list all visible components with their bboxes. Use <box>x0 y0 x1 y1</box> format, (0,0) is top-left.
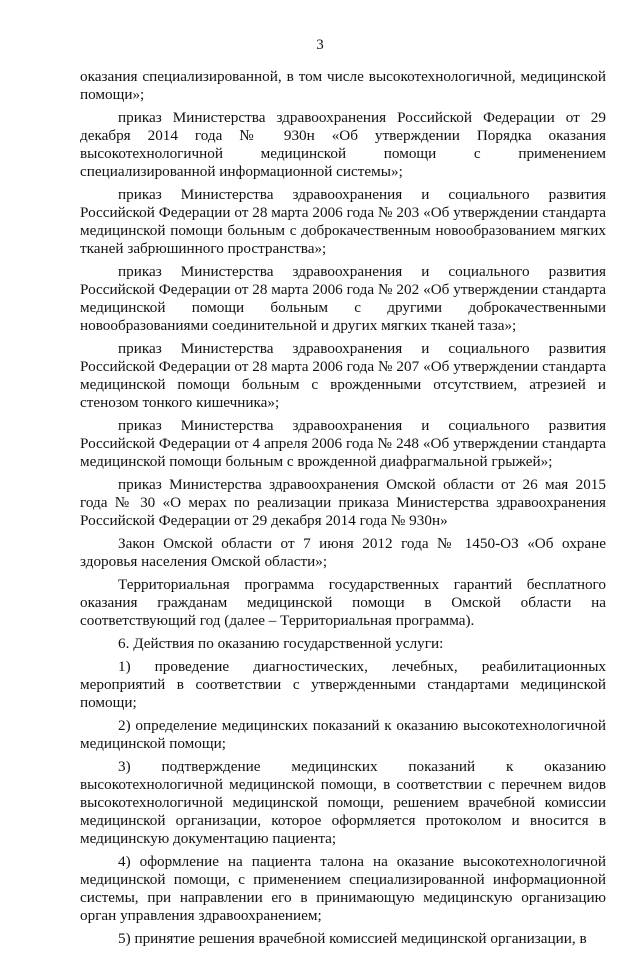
paragraph-item-2: 2) определение медицинских показаний к оказанию высокотехнологичной медицинской помощи; <box>80 717 606 752</box>
page-number: 3 <box>316 37 324 53</box>
paragraph-item-3: 3) подтверждение медицинских показаний к оказанию высокотехнологичной медицинской помощи, в соответствии с перечнем видов высокотехнологичной медицинской помощи, решением врачебной комиссии медицинской организации, которое оформляется протоколом и вносится в медицинскую документацию пациента; <box>80 758 606 847</box>
document-body <box>80 68 606 953</box>
paragraph-order-202: приказ Министерства здравоохранения и социального развития Российской Федерации от 28 марта 2006 года № 202 «Об утверждении стандарта медицинской помощи больным с другими доброкачественными новообразованиями соединительной и других мягких тканей таза»; <box>80 263 606 334</box>
paragraph-omsk-order-30: приказ Министерства здравоохранения Омской области от 26 мая 2015 года № 30 «О мерах по реализации приказа Министерства здравоохранения Российской Федерации от 29 декабря 2014 года № 930н» <box>80 476 606 529</box>
paragraph-order-930n: приказ Министерства здравоохранения Российской Федерации от 29 декабря 2014 года № 930н «Об утверждении Порядка оказания высокотехнологичной медицинской помощи с применением специализированной информационной системы»; <box>80 109 606 180</box>
paragraph-item-1: 1) проведение диагностических, лечебных, реабилитационных мероприятий в соответствии с утвержденными стандартами медицинской помощи; <box>80 658 606 711</box>
paragraph-item-4: 4) оформление на пациента талона на оказание высокотехнологичной медицинской помощи, с применением специализированной информационной системы, при направлении его в принимающую медицинскую организацию орган управления здравоохранением; <box>80 853 606 924</box>
paragraph-section-6-heading: 6. Действия по оказанию государственной услуги: <box>118 635 444 652</box>
paragraph-omsk-law: Закон Омской области от 7 июня 2012 года № 1450-ОЗ «Об охране здоровья населения Омской области»; <box>80 535 606 570</box>
paragraph-order-203: приказ Министерства здравоохранения и социального развития Российской Федерации от 28 марта 2006 года № 203 «Об утверждении стандарта медицинской помощи больным с доброкачественным новообразованием мягких тканей забрюшинного пространства»; <box>80 186 606 257</box>
paragraph-territorial-program: Территориальная программа государственных гарантий бесплатного оказания гражданам медицинской помощи в Омской области на соответствующий год (далее – Территориальная программа). <box>80 576 606 629</box>
paragraph-continuation: оказания специализированной, в том числе высокотехнологичной, медицинской помощи»; <box>80 68 606 103</box>
paragraph-item-5: 5) принятие решения врачебной комиссией медицинской организации, в <box>118 930 587 947</box>
paragraph-order-207: приказ Министерства здравоохранения и социального развития Российской Федерации от 28 марта 2006 года № 207 «Об утверждении стандарта медицинской помощи больным с врожденными отсутствием, атрезией и стенозом тонкого кишечника»; <box>80 340 606 411</box>
paragraph-order-248: приказ Министерства здравоохранения и социального развития Российской Федерации от 4 апреля 2006 года № 248 «Об утверждении стандарта медицинской помощи больным с врожденной диафрагмальной грыжей»; <box>80 417 606 470</box>
